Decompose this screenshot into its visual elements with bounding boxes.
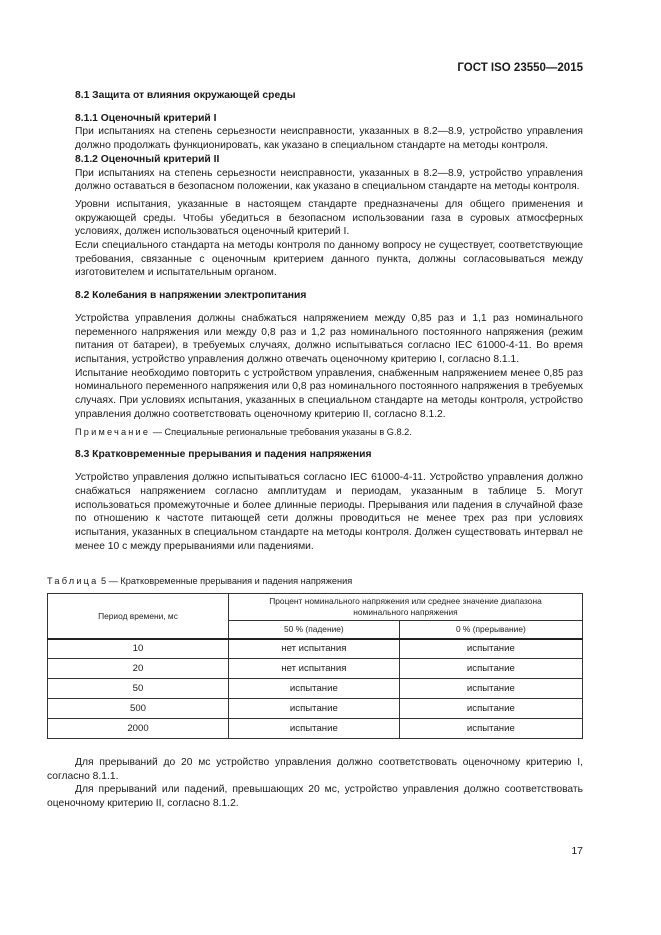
table-caption-text: 5 — Кратковременные прерывания и падения напряжения (98, 576, 353, 586)
col-header-dip: 50 % (падение) (229, 621, 400, 639)
interruptions-paragraph: Устройство управления должно испытываться согласно IEC 61000-4-11. Устройство управления должно снабжаться напряжением согласно амплитудам и периодам, указанным в таблице 5. Могут использоваться промежуточные и более длинные периоды. Прерывания или падения в случайной фазе по отношению к частоте питающей сети должны проводиться не менее трех раз при условиях испытания, указанных в специальном стандарте на методы контроля. Должен существовать интервал не менее 10 с между прерываниями или падениями. (75, 472, 583, 552)
note-label: Примечание (75, 427, 151, 438)
section-8-1-title: 8.1 Защита от влияния окружающей среды (75, 90, 296, 101)
table-row (48, 679, 583, 699)
col-header-period: Период времени, мс (48, 594, 229, 639)
section-8-3-title: 8.3 Кратковременные прерывания и падения напряжения (75, 449, 372, 461)
main-content (75, 89, 583, 553)
no-standard-paragraph: Если специального стандарта на методы контроля по данному вопросу не существует, соответствующие требования, связанные с оценочным критерием данного пункта, должны согласовываться между изготовителем и испытательным органом. (75, 240, 583, 279)
table-row (48, 639, 583, 659)
clause-8-1-2-title: 8.1.2 Оценочный критерий II (75, 153, 220, 165)
page-number: 17 (571, 845, 583, 857)
cell-interrupt: испытание (399, 639, 582, 659)
clause-8-1-1-body: При испытаниях на степень серьезности неисправности, указанных в 8.2—8.9, устройство управления должно продолжать функционировать, как указано в специальном стандарте на методы контроля. (75, 126, 583, 152)
cell-period: 2000 (48, 719, 229, 739)
voltage-supply-paragraph: Устройства управления должны снабжаться напряжением между 0,85 раз и 1,1 раз номинального переменного напряжения или между 0,8 раз и 1,2 раз номинального постоянного напряжения (режим питания от батареи), в требуемых случаях, должно испытываться согласно IEC 61000-4-11. Во время испытания, устройство управления должно отвечать оценочному критерию I, согласно 8.1.1. (75, 312, 583, 365)
col-header-interrupt: 0 % (прерывание) (399, 621, 582, 639)
cell-interrupt: испытание (399, 699, 582, 719)
col-header-group: Процент номинального напряжения или среднее значение диапазона номинального напряжения (229, 594, 583, 621)
clause-8-1-1-title: 8.1.1 Оценочный критерий I (75, 112, 217, 124)
section-8-2-title: 8.2 Колебания в напряжении электропитания (75, 290, 307, 302)
cell-dip: испытание (229, 719, 400, 739)
repeat-test-paragraph: Испытание необходимо повторить с устройством управления, снабженным напряжением менее 0,85 раз номинального переменного напряжения или 0,8 раз номинального постоянного напряжения в требуемых случаях. При условиях испытания, указанных в специальном стандарте на методы контроля, устройство управления должно соответствовать оценочному критерию II, согласно 8.1.2. (75, 367, 583, 420)
cell-dip: нет испытания (229, 639, 400, 659)
cell-dip: нет испытания (229, 659, 400, 679)
cell-period: 10 (48, 639, 229, 659)
criterion-ii-paragraph: Для прерываний или падений, превышающих 20 мс, устройство управления должно соответствовать оценочному критерию II, согласно 8.1.2. (47, 784, 583, 810)
cell-period: 500 (48, 699, 229, 719)
cell-period: 20 (48, 659, 229, 679)
cell-dip: испытание (229, 699, 400, 719)
table-caption (47, 576, 352, 586)
note (75, 426, 583, 439)
cell-interrupt: испытание (399, 659, 582, 679)
criterion-i-paragraph: Для прерываний до 20 мс устройство управления должно соответствовать оценочному критерию I, согласно 8.1.1. (47, 757, 583, 782)
after-table-content (47, 756, 583, 811)
environment-levels-paragraph: Уровни испытания, указанные в настоящем стандарте предназначены для общего применения и окружающей среды. Чтобы убедиться в безопасном использовании газа в суровых атмосферных условиях, должен использоваться оценочный критерий I. (75, 198, 583, 238)
standard-header: ГОСТ ISO 23550—2015 (457, 62, 583, 74)
interruptions-table (47, 593, 583, 739)
table-row (48, 699, 583, 719)
clause-8-1-2-text: При испытаниях на степень серьезности неисправности, указанных в 8.2—8.9, устройство управления должно оставаться в безопасном положении, как указано в специальном стандарте на методы контроля. (75, 167, 583, 193)
cell-interrupt: испытание (399, 719, 582, 739)
cell-dip: испытание (229, 679, 400, 699)
cell-period: 50 (48, 679, 229, 699)
note-text: — Специальные региональные требования указаны в G.8.2. (150, 427, 412, 438)
cell-interrupt: испытание (399, 679, 582, 699)
clause-8-1-1-text (75, 125, 583, 152)
table-caption-label: Таблица (47, 576, 99, 586)
table-row (48, 719, 583, 739)
table-row (48, 659, 583, 679)
